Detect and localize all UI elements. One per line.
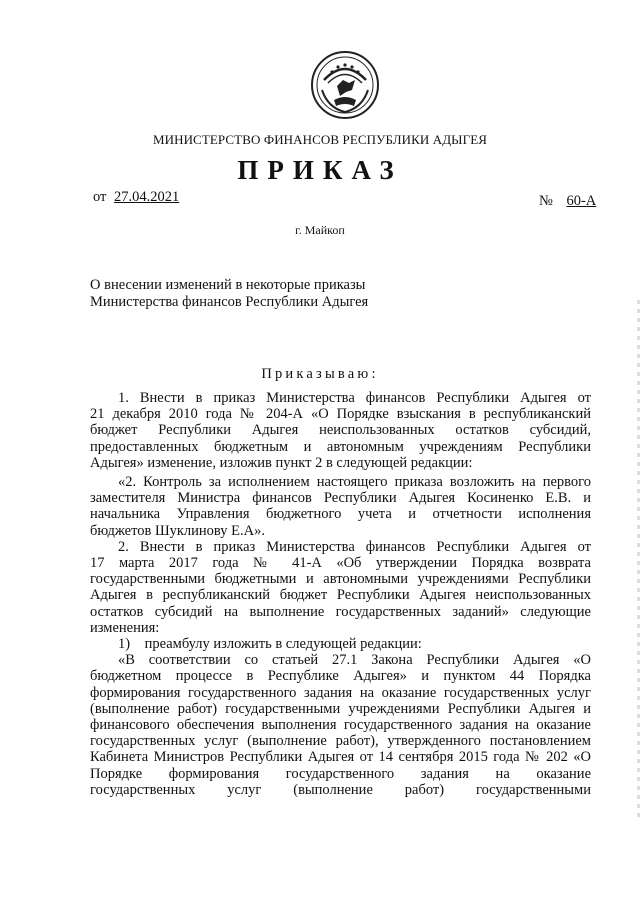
body-line: Кабинета Министров Республики Адыгея от 14 сентября 2015 года № 202 «О [90, 749, 591, 766]
subject-line: Министерства финансов Республики Адыгея [90, 294, 369, 310]
body-line: государственных услуг (выполнение работ), утвержденного постановлением [90, 733, 591, 750]
body-line: бюджетном процессе в Республике Адыгея» и пунктом 44 Порядка [90, 668, 591, 685]
body-line: предоставленных бюджетным и автономным учреждениям Республики [90, 438, 591, 455]
body-line: заместителя Министра финансов Республики Адыгея Косиненко Е.В. и [90, 490, 591, 507]
body-line: Порядке формирования государственного задания на оказание [90, 765, 591, 782]
body-line: начальника Управления бюджетного учета и отчетности исполнения [90, 506, 591, 523]
number-value: 60-А [566, 193, 597, 209]
body-line: «В соответствии со статьей 27.1 Закона Республики Адыгея «О [118, 652, 591, 669]
body-line: «2. Контроль за исполнением настоящего приказа возложить на первого [118, 474, 591, 491]
body-line: 1. Внести в приказ Министерства финансов Республики Адыгея от [118, 390, 591, 406]
body-line: остатков субсидий на выполнение государственных заданий» следующие [90, 603, 591, 620]
body-line: бюджетов Шуклинову Е.А». [90, 522, 265, 539]
body-line: формирования государственного задания на оказание государственных услуг [90, 684, 591, 701]
body-line: изменения: [90, 619, 160, 636]
subject-line: О внесении изменений в некоторые приказы [90, 277, 366, 293]
body-line: 2. Внести в приказ Министерства финансов Республики Адыгея от [118, 538, 591, 555]
body-line: 1) преамбулу изложить в следующей редакции: [118, 636, 422, 653]
order-number [539, 193, 596, 210]
order-subject [90, 277, 368, 311]
body-line: Адыгея в республиканский бюджет Республики Адыгея неиспользованных [90, 587, 591, 604]
body-line: (выполнение работ) государственными учреждениями Республики Адыгея и [90, 700, 591, 717]
body-line: 17 марта 2017 года № 41-А «Об утверждении Порядка возврата [90, 555, 591, 572]
ministry-name: МИНИСТЕРСТВО ФИНАНСОВ РЕСПУБЛИКИ АДЫГЕЯ [152, 132, 488, 147]
date-value: 27.04.2021 [114, 189, 180, 205]
body-line: Адыгея» изменение, изложив пункт 2 в следующей редакции: [90, 454, 473, 471]
document-title: ПРИКАЗ [237, 155, 403, 185]
body-line: государственными бюджетными и автономными учреждениями Республики [90, 571, 591, 588]
number-prefix: № [539, 193, 553, 209]
city: г. Майкоп [295, 223, 345, 237]
coat-of-arms-icon [310, 50, 380, 120]
order-date [93, 189, 179, 206]
body-line: 21 декабря 2010 года № 204-А «О Порядке взыскания в республиканский [90, 406, 591, 423]
body-line: бюджет Республики Адыгея неиспользованных остатков субсидий, [90, 422, 591, 439]
body-line: финансового обеспечения выполнения государственного задания на оказание [90, 717, 591, 734]
order-body [90, 390, 591, 798]
order-keyword: Приказываю: [261, 366, 379, 382]
date-prefix: от [93, 189, 107, 205]
body-line: государственных услуг (выполнение работ) государственными [90, 781, 591, 798]
